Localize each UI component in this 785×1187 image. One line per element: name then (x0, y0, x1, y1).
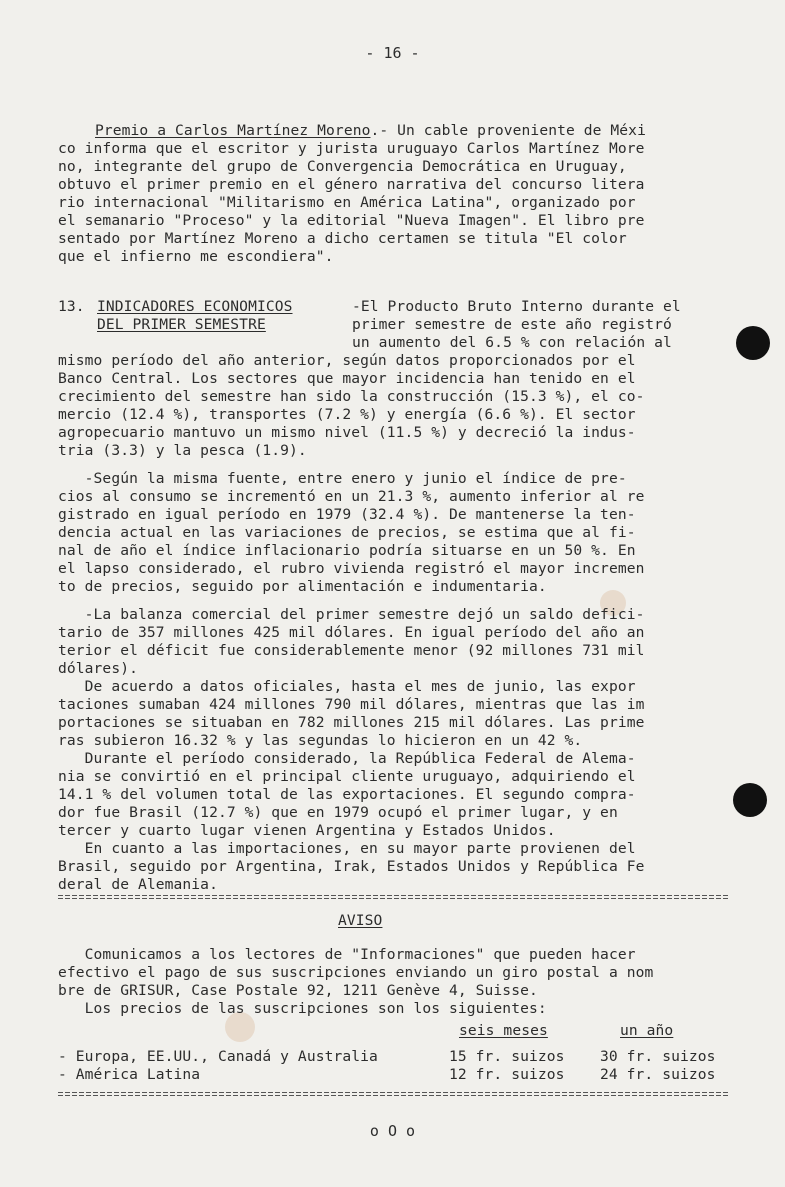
prize-line: obtuvo el primer premio en el género narrativa del concurso litera (58, 176, 645, 193)
paragraph-line: to de precios, seguido por alimentación e indumentaria. (58, 578, 547, 595)
punch-hole (733, 783, 767, 817)
paragraph-line: dor fue Brasil (12.7 %) que en 1979 ocupó el primer lugar, y en (58, 804, 618, 821)
prize-line: rio internacional "Militarismo en América Latina", organizado por (58, 194, 636, 211)
paragraph-line: Durante el período considerado, la República Federal de Alema- (58, 750, 636, 767)
aviso-line: bre de GRISUR, Case Postale 92, 1211 Genève 4, Suisse. (58, 982, 538, 999)
paragraph-line: agropecuario mantuvo un mismo nivel (11.5 %) y decreció la indus- (58, 424, 636, 441)
aviso-line: Comunicamos a los lectores de "Informaciones" que pueden hacer (58, 946, 636, 963)
section-heading-line1: INDICADORES ECONOMICOS (97, 298, 293, 315)
separator-rule (58, 895, 730, 905)
footer-mark: o O o (369, 1122, 416, 1140)
price-region: - Europa, EE.UU., Canadá y Australia (58, 1048, 378, 1065)
paragraph-line: gistrado en igual período en 1979 (32.4 %). De mantenerse la ten- (58, 506, 636, 523)
intro-line: un aumento del 6.5 % con relación al (352, 334, 672, 351)
price-six-months: 12 fr. suizos (449, 1066, 565, 1083)
aviso-title: AVISO (338, 912, 383, 929)
punch-hole (736, 326, 770, 360)
paragraph-line: mercio (12.4 %), transportes (7.2 %) y energía (6.6 %). El sector (58, 406, 636, 423)
section-number: 13. (58, 298, 85, 315)
price-region: - América Latina (58, 1066, 201, 1083)
price-one-year: 24 fr. suizos (600, 1066, 716, 1083)
prize-first-line (95, 122, 646, 140)
column-header-one-year: un año (620, 1022, 674, 1039)
intro-line: -El Producto Bruto Interno durante el (352, 298, 681, 315)
prize-line: sentado por Martínez Moreno a dicho certamen se titula "El color (58, 230, 627, 247)
paragraph-line: taciones sumaban 424 millones 790 mil dólares, mientras que las im (58, 696, 645, 713)
price-one-year: 30 fr. suizos (600, 1048, 716, 1065)
intro-line: primer semestre de este año registró (352, 316, 672, 333)
paragraph-line: dencia actual en las variaciones de precios, se estima que al fi- (58, 524, 636, 541)
page-number: - 16 - (365, 44, 420, 62)
section-heading-line2: DEL PRIMER SEMESTRE (97, 316, 266, 333)
separator-rule (58, 1092, 730, 1102)
paragraph-line: portaciones se situaban en 782 millones 215 mil dólares. Las prime (58, 714, 645, 731)
paragraph-line: 14.1 % del volumen total de las exportaciones. El segundo compra- (58, 786, 636, 803)
column-header-six-months: seis meses (459, 1022, 548, 1039)
paragraph-line: deral de Alemania. (58, 876, 218, 893)
prize-line: co informa que el escritor y jurista uruguayo Carlos Martínez More (58, 140, 645, 157)
paragraph-line: -La balanza comercial del primer semestre dejó un saldo defici- (58, 606, 645, 623)
paragraph-line: De acuerdo a datos oficiales, hasta el mes de junio, las expor (58, 678, 636, 695)
aviso-line: Los precios de las suscripciones son los siguientes: (58, 1000, 547, 1017)
prize-title: Premio a Carlos Martínez Moreno (95, 122, 371, 139)
prize-line: no, integrante del grupo de Convergencia Democrática en Uruguay, (58, 158, 627, 175)
paragraph-line: crecimiento del semestre han sido la construcción (15.3 %), el co- (58, 388, 645, 405)
price-six-months: 15 fr. suizos (449, 1048, 565, 1065)
prize-line: que el infierno me escondiera". (58, 248, 334, 265)
paragraph-line: tario de 357 millones 425 mil dólares. En igual período del año an (58, 624, 645, 641)
paragraph-line: En cuanto a las importaciones, en su mayor parte provienen del (58, 840, 636, 857)
paragraph-line: Banco Central. Los sectores que mayor incidencia han tenido en el (58, 370, 636, 387)
paragraph-line: dólares). (58, 660, 138, 677)
paragraph-line: el lapso considerado, el rubro vivienda registró el mayor incremen (58, 560, 645, 577)
paragraph-line: tria (3.3) y la pesca (1.9). (58, 442, 307, 459)
paragraph-line: nal de año el índice inflacionario podría situarse en un 50 %. En (58, 542, 636, 559)
paragraph-line: ras subieron 16.32 % y las segundas lo hicieron en un 42 %. (58, 732, 583, 749)
paragraph-line: -Según la misma fuente, entre enero y junio el índice de pre- (58, 470, 627, 487)
paragraph-line: mismo período del año anterior, según datos proporcionados por el (58, 352, 636, 369)
paragraph-line: terior el déficit fue considerablemente menor (92 millones 731 mil (58, 642, 645, 659)
paragraph-line: nia se convirtió en el principal cliente uruguayo, adquiriendo el (58, 768, 636, 785)
paragraph-line: tercer y cuarto lugar vienen Argentina y Estados Unidos. (58, 822, 556, 839)
paragraph-line: cios al consumo se incrementó en un 21.3 %, aumento inferior al re (58, 488, 645, 505)
prize-first-line-text: .- Un cable proveniente de Méxi (370, 122, 646, 139)
aviso-line: efectivo el pago de sus suscripciones enviando un giro postal a nom (58, 964, 654, 981)
prize-line: el semanario "Proceso" y la editorial "Nueva Imagen". El libro pre (58, 212, 645, 229)
paragraph-line: Brasil, seguido por Argentina, Irak, Estados Unidos y República Fe (58, 858, 645, 875)
